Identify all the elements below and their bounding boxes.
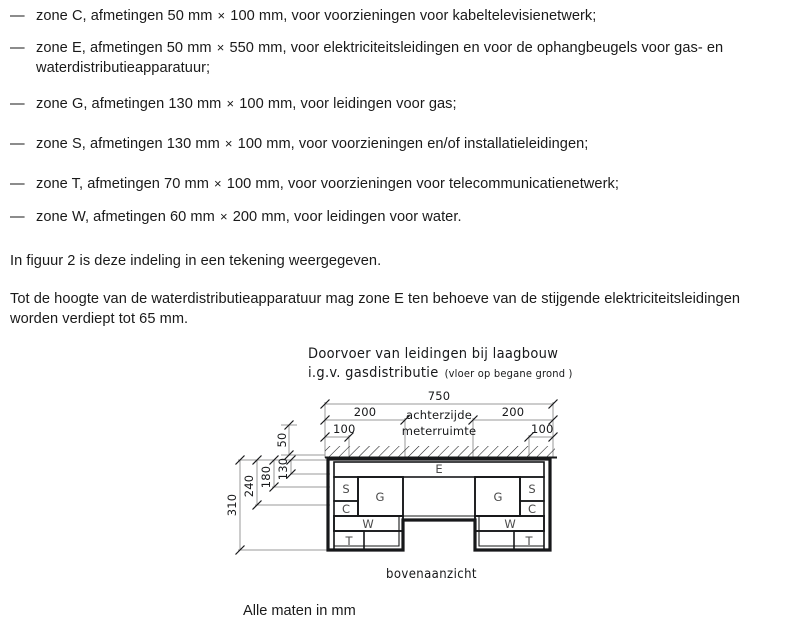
list-item [0,207,800,227]
zone-label-w-left: W [362,517,374,531]
zone-label-c-left: C [341,502,351,516]
paragraph-text [36,6,784,26]
list-bullet-dash: — [10,176,25,192]
figure-title-line2: i.g.v. gasdistributie [308,365,439,381]
zone-label-s-right: S [528,482,536,496]
multiplication-sign: × [214,176,222,191]
dim-130: 130 [276,457,290,481]
list-bullet-dash: — [10,8,25,24]
text-run: In figuur 2 is deze indeling in een tekening weergegeven. [10,253,382,269]
dim-right-100: 100 [531,422,554,436]
list-bullet-dash: — [10,209,25,225]
text-run: zone W, afmetingen 60 mm [36,209,219,225]
text-run: 100 mm, voor voorzieningen voor kabeltelevisienetwerk; [226,8,597,24]
text-run: zone G, afmetingen 130 mm [36,96,226,112]
text-run: Tot de hoogte van de waterdistributieapparatuur mag zone E ten behoeve van de stijgende elektriciteitsleidingen worden verdiept tot 65 mm. [10,291,741,327]
dim-left-100: 100 [333,422,356,436]
zone-label-g-left: G [375,490,385,504]
paragraph-text [10,251,784,271]
dim-top-50: 50 [275,432,289,448]
text-run: 200 mm, voor leidingen voor water. [228,209,462,225]
multiplication-sign: × [226,96,235,111]
zone-label-t-right: T [525,534,533,548]
text-run: 100 mm, voor voorzieningen voor telecommunicatienetwerk; [222,176,619,192]
dim-240: 240 [242,474,256,498]
dim-310: 310 [225,493,239,517]
text-run: 100 mm, voor leidingen voor gas; [235,96,457,112]
figure-2-drawing [0,340,800,632]
dim-total-width: 750 [427,389,451,403]
list-item [0,174,800,194]
floor-plan-svg [0,340,800,632]
text-run: 550 mm, voor elektriciteitsleidingen en voor de ophangbeugels voor gas- en waterdistributieapparatuur; [36,40,724,76]
note-achterzijde: achterzijde [406,408,472,422]
text-run: zone S, afmetingen 130 mm [36,136,224,152]
paragraph-text [36,174,784,194]
paragraph [0,289,800,329]
zone-label-g-right: G [493,490,503,504]
list-item [0,38,800,78]
list-bullet-dash: — [10,40,25,56]
text-run: zone C, afmetingen 50 mm [36,8,217,24]
figure-title-line1: Doorvoer van leidingen bij laagbouw [308,346,559,362]
caption-alle-maten: Alle maten in mm [243,603,356,619]
zone-label-c-right: C [527,502,537,516]
multiplication-sign: × [219,209,228,224]
zone-label-w-right: W [504,517,516,531]
paragraph-text [10,289,784,329]
list-item [0,6,800,26]
zone-label-t-left: T [345,534,353,548]
text-run: zone T, afmetingen 70 mm [36,176,214,192]
dim-right-200: 200 [501,405,525,419]
paragraph [0,251,800,271]
multiplication-sign: × [217,8,226,23]
paragraph-text [36,94,784,114]
list-bullet-dash: — [10,96,25,112]
list-item [0,94,800,114]
list-bullet-dash: — [10,136,25,152]
multiplication-sign: × [216,40,225,55]
zone-label-s-left: S [342,482,350,496]
dim-left-200: 200 [353,405,377,419]
text-run: 100 mm, voor voorzieningen en/of installatieleidingen; [233,136,589,152]
multiplication-sign: × [224,136,233,151]
note-meterruimte: meterruimte [401,424,477,438]
caption-bovenaanzicht: bovenaanzicht [386,567,477,582]
paragraph-text [36,207,784,227]
zone-label-e: E [435,462,443,476]
hatched-slab [325,446,557,458]
paragraph-text [36,134,784,154]
figure-title-subtitle: (vloer op begane grond ) [444,367,573,380]
list-item [0,134,800,154]
text-run: zone E, afmetingen 50 mm [36,40,216,56]
dim-180: 180 [259,465,273,489]
paragraph-text [36,38,784,78]
